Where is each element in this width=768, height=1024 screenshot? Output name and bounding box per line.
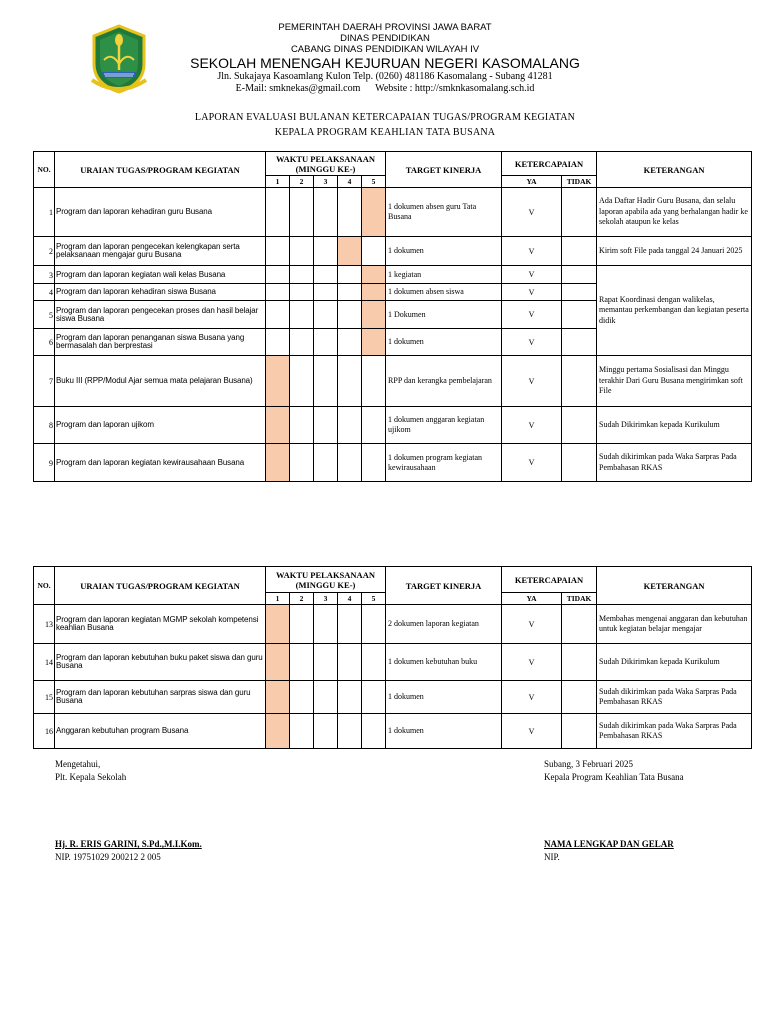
week-2-cell (290, 444, 314, 482)
row-number: 16 (34, 714, 55, 749)
week-5-cell (362, 188, 386, 237)
table-row (34, 605, 752, 644)
week-5-cell (362, 301, 386, 329)
week-3-cell (314, 407, 338, 444)
row-tidak (562, 605, 597, 644)
row-target: 1 dokumen kebutuhan buku (386, 644, 502, 681)
row-tidak (562, 188, 597, 237)
week-1-cell (266, 188, 290, 237)
week-2-cell (290, 329, 314, 356)
signature-left (55, 758, 202, 864)
header-week-4: 4 (338, 176, 362, 188)
sig-left-line-1: Mengetahui, (55, 759, 101, 769)
week-3-cell (314, 681, 338, 714)
row-task: Program dan laporan kegiatan MGMP sekolah kompetensi keahlian Busana (55, 605, 266, 644)
row-number: 5 (34, 301, 55, 329)
table-row (34, 444, 752, 482)
week-1-cell (266, 681, 290, 714)
week-2-cell (290, 237, 314, 266)
week-5-cell (362, 681, 386, 714)
row-target: 1 kegiatan (386, 266, 502, 284)
row-number: 6 (34, 329, 55, 356)
week-4-cell (338, 605, 362, 644)
header-week-3: 3 (314, 593, 338, 605)
header-waktu: WAKTU PELAKSANAAN (MINGGU KE-) (266, 152, 386, 176)
header-week-3: 3 (314, 176, 338, 188)
week-4-cell (338, 188, 362, 237)
row-number: 7 (34, 356, 55, 407)
sig-right-line-2: Kepala Program Keahlian Tata Busana (544, 772, 684, 782)
header-tidak: TIDAK (562, 176, 597, 188)
week-5-cell (362, 644, 386, 681)
week-2-cell (290, 266, 314, 284)
row-tidak (562, 237, 597, 266)
row-ya: V (502, 605, 562, 644)
row-number: 2 (34, 237, 55, 266)
week-2-cell (290, 188, 314, 237)
row-number: 3 (34, 266, 55, 284)
school-contact: E-Mail: smknekas@gmail.com Website : http://smknkasomalang.sch.id (235, 83, 535, 94)
week-3-cell (314, 329, 338, 356)
week-3-cell (314, 266, 338, 284)
week-4-cell (338, 681, 362, 714)
week-1-cell (266, 266, 290, 284)
week-5-cell (362, 266, 386, 284)
header-ya: YA (502, 176, 562, 188)
week-1-cell (266, 714, 290, 749)
row-target: 1 dokumen anggaran kegiatan ujikom (386, 407, 502, 444)
week-5-cell (362, 329, 386, 356)
week-3-cell (314, 444, 338, 482)
row-task: Program dan laporan kebutuhan buku paket siswa dan guru Busana (55, 644, 266, 681)
row-task: Anggaran kebutuhan program Busana (55, 714, 266, 749)
header-no: NO. (34, 152, 55, 188)
week-5-cell (362, 605, 386, 644)
row-number: 4 (34, 284, 55, 301)
week-3-cell (314, 284, 338, 301)
row-ya: V (502, 266, 562, 284)
header-ya: YA (502, 593, 562, 605)
week-1-cell (266, 605, 290, 644)
header-no: NO. (34, 567, 55, 605)
row-ya: V (502, 188, 562, 237)
sig-right-nip: NIP. (544, 852, 560, 862)
row-ya: V (502, 681, 562, 714)
row-task: Program dan laporan kehadiran siswa Busana (55, 284, 266, 301)
row-target: 1 Dokumen (386, 301, 502, 329)
sig-right-line-1: Subang, 3 Februari 2025 (544, 759, 633, 769)
row-tidak (562, 681, 597, 714)
week-1-cell (266, 301, 290, 329)
week-4-cell (338, 329, 362, 356)
row-tidak (562, 301, 597, 329)
report-table-2 (33, 566, 752, 749)
week-2-cell (290, 284, 314, 301)
row-tidak (562, 644, 597, 681)
week-3-cell (314, 356, 338, 407)
week-5-cell (362, 237, 386, 266)
row-keterangan: Membahas mengenai anggaran dan kebutuhan untuk kegiatan belajar mengajar (597, 605, 752, 644)
school-name: SEKOLAH MENENGAH KEJURUAN NEGERI KASOMALANG (190, 55, 580, 71)
week-4-cell (338, 444, 362, 482)
row-number: 13 (34, 605, 55, 644)
header-target: TARGET KINERJA (386, 567, 502, 605)
week-2-cell (290, 301, 314, 329)
header-keterangan: KETERANGAN (597, 567, 752, 605)
week-2-cell (290, 681, 314, 714)
header-ketercapaian: KETERCAPAIAN (502, 152, 597, 176)
row-ya: V (502, 356, 562, 407)
header-week-2: 2 (290, 176, 314, 188)
row-target: 1 dokumen program kegiatan kewirausahaan (386, 444, 502, 482)
row-keterangan: Sudah dikirimkan pada Waka Sarpras Pada Pembahasan RKAS (597, 681, 752, 714)
row-tidak (562, 444, 597, 482)
row-task: Program dan laporan kehadiran guru Busana (55, 188, 266, 237)
row-task: Program dan laporan kebutuhan sarpras siswa dan guru Busana (55, 681, 266, 714)
table-row (34, 188, 752, 237)
week-2-cell (290, 407, 314, 444)
week-1-cell (266, 237, 290, 266)
sig-right-name: NAMA LENGKAP DAN GELAR (544, 839, 674, 849)
row-task: Buku III (RPP/Modul Ajar semua mata pelajaran Busana) (55, 356, 266, 407)
table-row (34, 681, 752, 714)
row-target: 1 dokumen (386, 237, 502, 266)
header-week-1: 1 (266, 593, 290, 605)
week-2-cell (290, 644, 314, 681)
row-task: Program dan laporan penanganan siswa Busana yang bermasalah dan berprestasi (55, 329, 266, 356)
week-5-cell (362, 356, 386, 407)
sig-left-nip: NIP. 19751029 200212 2 005 (55, 852, 161, 862)
week-3-cell (314, 188, 338, 237)
report-title (150, 110, 620, 140)
row-tidak (562, 714, 597, 749)
row-target: RPP dan kerangka pembelajaran (386, 356, 502, 407)
header-week-4: 4 (338, 593, 362, 605)
row-tidak (562, 329, 597, 356)
west-java-emblem-icon (90, 24, 148, 94)
week-4-cell (338, 266, 362, 284)
row-task: Program dan laporan pengecekan proses dan hasil belajar siswa Busana (55, 301, 266, 329)
week-4-cell (338, 356, 362, 407)
week-1-cell (266, 407, 290, 444)
week-5-cell (362, 714, 386, 749)
week-3-cell (314, 644, 338, 681)
row-task: Program dan laporan ujikom (55, 407, 266, 444)
row-keterangan: Ada Daftar Hadir Guru Busana, dan selalu laporan apabila ada yang berhalangan hadir ke sekolah ataupun ke kelas (597, 188, 752, 237)
table-row (34, 266, 752, 284)
header-week-5: 5 (362, 593, 386, 605)
row-keterangan: Sudah dikirimkan pada Waka Sarpras Pada Pembahasan RKAS (597, 444, 752, 482)
week-2-cell (290, 605, 314, 644)
row-target: 1 dokumen (386, 681, 502, 714)
row-keterangan: Sudah dikirimkan pada Waka Sarpras Pada Pembahasan RKAS (597, 714, 752, 749)
week-4-cell (338, 644, 362, 681)
week-5-cell (362, 444, 386, 482)
row-number: 8 (34, 407, 55, 444)
sig-left-name: Hj. R. ERIS GARINI, S.Pd.,M.I.Kom. (55, 839, 202, 849)
row-target: 1 dokumen (386, 714, 502, 749)
header-line-2: DINAS PENDIDIKAN (340, 33, 430, 44)
row-tidak (562, 356, 597, 407)
header-uraian: URAIAN TUGAS/PROGRAM KEGIATAN (55, 152, 266, 188)
week-4-cell (338, 237, 362, 266)
header-uraian: URAIAN TUGAS/PROGRAM KEGIATAN (55, 567, 266, 605)
row-number: 15 (34, 681, 55, 714)
row-ya: V (502, 407, 562, 444)
week-3-cell (314, 237, 338, 266)
title-line-2: KEPALA PROGRAM KEAHLIAN TATA BUSANA (274, 127, 496, 138)
header-line-1: PEMERINTAH DAERAH PROVINSI JAWA BARAT (278, 22, 492, 33)
week-2-cell (290, 714, 314, 749)
week-4-cell (338, 714, 362, 749)
row-keterangan: Kirim soft File pada tanggal 24 Januari 2025 (597, 237, 752, 266)
row-task: Program dan laporan kegiatan kewirausahaan Busana (55, 444, 266, 482)
week-3-cell (314, 605, 338, 644)
row-ya: V (502, 714, 562, 749)
table-row (34, 644, 752, 681)
header-tidak: TIDAK (562, 593, 597, 605)
row-task: Program dan laporan kegiatan wali kelas Busana (55, 266, 266, 284)
row-number: 9 (34, 444, 55, 482)
report-table-1 (33, 151, 752, 482)
row-tidak (562, 266, 597, 284)
week-1-cell (266, 644, 290, 681)
title-line-1: LAPORAN EVALUASI BULANAN KETERCAPAIAN TUGAS/PROGRAM KEGIATAN (194, 112, 576, 123)
table-row (34, 237, 752, 266)
row-number: 14 (34, 644, 55, 681)
header-week-5: 5 (362, 176, 386, 188)
header-ketercapaian: KETERCAPAIAN (502, 567, 597, 593)
row-keterangan: Sudah Dikirimkan kepada Kurikulum (597, 407, 752, 444)
row-tidak (562, 284, 597, 301)
row-number: 1 (34, 188, 55, 237)
sig-left-line-2: Plt. Kepala Sekolah (55, 772, 127, 782)
header-week-1: 1 (266, 176, 290, 188)
week-3-cell (314, 714, 338, 749)
week-1-cell (266, 444, 290, 482)
row-target: 2 dokumen laporan kegiatan (386, 605, 502, 644)
row-keterangan-merged: Rapat Koordinasi dengan walikelas, memantau perkembangan dan kegiatan peserta didik (597, 266, 752, 356)
week-5-cell (362, 284, 386, 301)
row-target: 1 dokumen absen guru Tata Busana (386, 188, 502, 237)
week-2-cell (290, 356, 314, 407)
table-row (34, 407, 752, 444)
week-4-cell (338, 284, 362, 301)
header-line-3: CABANG DINAS PENDIDIKAN WILAYAH IV (290, 44, 480, 55)
week-1-cell (266, 329, 290, 356)
school-address: Jln. Sukajaya Kasoamlang Kulon Telp. (0260) 481186 Kasomalang - Subang 41281 (217, 71, 553, 82)
row-tidak (562, 407, 597, 444)
table-row (34, 356, 752, 407)
table-row (34, 714, 752, 749)
row-ya: V (502, 284, 562, 301)
week-5-cell (362, 407, 386, 444)
row-ya: V (502, 237, 562, 266)
row-ya: V (502, 444, 562, 482)
week-4-cell (338, 407, 362, 444)
row-ya: V (502, 644, 562, 681)
row-keterangan: Sudah Dikirimkan kepada Kurikulum (597, 644, 752, 681)
week-4-cell (338, 301, 362, 329)
row-ya: V (502, 329, 562, 356)
header-keterangan: KETERANGAN (597, 152, 752, 188)
signature-right (544, 758, 684, 864)
row-ya: V (502, 301, 562, 329)
week-1-cell (266, 284, 290, 301)
week-1-cell (266, 356, 290, 407)
row-task: Program dan laporan pengecekan kelengkapan serta pelaksanaan mengajar guru Busana (55, 237, 266, 266)
header-target: TARGET KINERJA (386, 152, 502, 188)
week-3-cell (314, 301, 338, 329)
header-waktu: WAKTU PELAKSANAAN (MINGGU KE-) (266, 567, 386, 593)
letterhead (150, 22, 620, 95)
header-week-2: 2 (290, 593, 314, 605)
row-keterangan: Minggu pertama Sosialisasi dan Minggu terakhir Dari Guru Busana mengirimkan soft File (597, 356, 752, 407)
row-target: 1 dokumen absen siswa (386, 284, 502, 301)
row-target: 1 dokumen (386, 329, 502, 356)
